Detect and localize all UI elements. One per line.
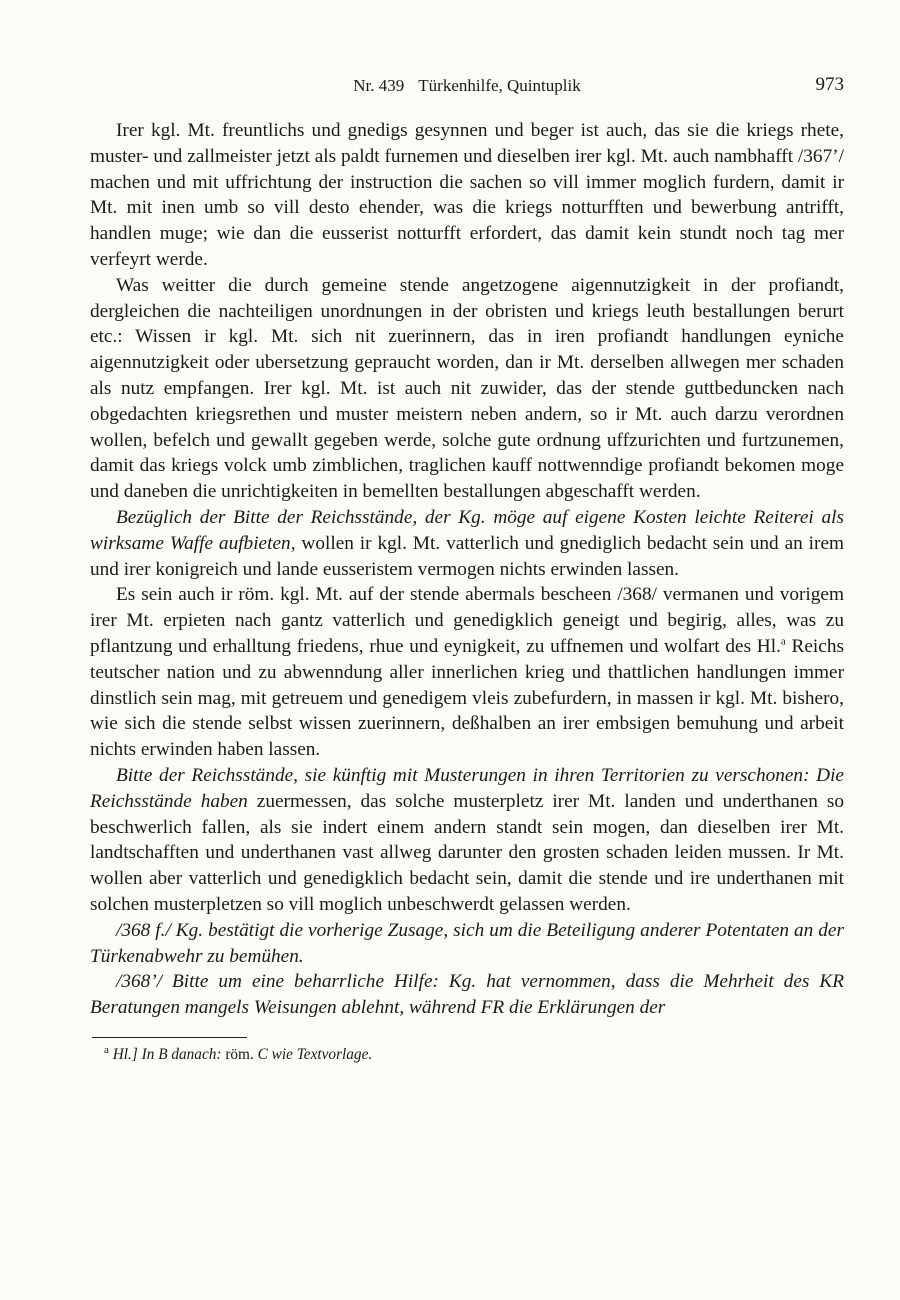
- document-number: Nr. 439: [353, 76, 405, 95]
- footnote-separator: [92, 1037, 247, 1038]
- text-segment: Was weitter die durch gemeine stende angetzogene aigennutzigkeit in der profiandt, dergleichen die nachteiligen unordnungen in der obristen und kriegs leuth bestallungen berurt etc.: Wissen ir kgl. Mt. sich nit zuerinnern, das in iren profiandt handlungen eyniche aigennutzigkeit oder ubersetzung gepraucht worden, dan ir Mt. derselben allwegen mer schaden als nutz empfangen. Irer kgl. Mt. ist auch nit zuwider, das der stende guttbeduncken nach obgedachten kriegsrethen und muster meistern neben andern, so ir Mt. auch darzu verordnen wollen, befelch und gewallt gegeben werde, solche gute ordnung uffzurichten und furtzunemen, damit das kriegs volck umb zimblichen, traglichen kauff nottwenndige profiandt bekomen moge und daneben die unrichtigkeiten in bemellten bestallungen abgeschafft werden.: [90, 274, 844, 503]
- footnote-segment: In B danach:: [141, 1045, 226, 1063]
- paragraph: [90, 273, 844, 505]
- paragraph: [90, 918, 844, 970]
- text-segment: , wollen ir kgl. Mt. vatterlich und gnediglich bedacht sein und an irem und irer konigreich und lande eusseristem vermogen nichts erwinden lassen.: [90, 532, 845, 580]
- footnote-block: [90, 1037, 844, 1065]
- text-segment: Irer kgl. Mt. freuntlichs und gnedigs gesynnen und beger ist auch, das sie die kriegs rhete, muster- und zallmeister jetzt als paldt furnemen und dieselben irer kgl. Mt. auch nambhafft /367’/ machen und mit uffrichtung der instruction die sachen so vill immer moglich furdern, damit ir Mt. mit inen umb so vill desto ehender, was die kriegs notturfften und bewerbung antrifft, handlen muge; wie dan die eusserist notturfft erfordert, das damit kein stundt noch tag mer verfeyrt werde.: [90, 120, 844, 270]
- footnote-marker: a: [104, 1043, 109, 1056]
- text-segment: /368’/ Bitte um eine beharrliche Hilfe: Kg. hat vernommen, dass die Mehrheit des KR Beratungen mangels Weisungen ablehnt, während FR die Erklärungen der: [90, 971, 844, 1019]
- paragraph: [90, 505, 844, 582]
- paragraph: [90, 118, 844, 273]
- running-head: [90, 76, 844, 102]
- footnote-text: [104, 1045, 844, 1065]
- page-number: 973: [815, 74, 844, 95]
- text-segment: Reichs teutscher nation und zu abwenndung aller innerlichen krieg und thattlichen handlungen immer dinstlich sein mag, mit getreuem und genedigem vleis zubefurdern, in massen ir kgl. Mt. bishero, wie sich die stende selbst wissen zuerinnern, deßhalben an irer embsigen bemuhung und arbeit nichts erwinden haben lassen.: [90, 635, 844, 761]
- running-head-center: [90, 76, 844, 96]
- footnote-reference: a: [780, 635, 786, 648]
- text-segment: /368 f./ Kg. bestätigt die vorherige Zusage, sich um die Beteiligung anderer Potentaten an der Türkenabwehr zu bemühen.: [90, 919, 844, 967]
- text-segment: Es sein auch ir röm. kgl. Mt. auf der stende abermals bescheen /368/ vermanen und vorigem irer Mt. erpieten nach gantz vatterlich und genedigklich geneigt und begirig, alles, was zu pflantzung und erhalltung friedens, rhue und eynigkeit, zu uffnemen und wolfart des Hl.: [90, 584, 844, 657]
- running-head-title: Türkenhilfe, Quintuplik: [418, 76, 581, 95]
- footnote-segment: C wie Textvorlage.: [257, 1045, 373, 1063]
- paragraph: [90, 969, 844, 1021]
- paragraph: [90, 582, 844, 763]
- footnote-segment: röm.: [225, 1045, 258, 1063]
- footnote-segment: Hl.]: [112, 1045, 142, 1063]
- text-segment: Bezüglich der Bitte der Reichsstände, der Kg. möge auf eigene Kosten leichte Reiterei als wirksame Waffe aufbieten: [90, 506, 844, 554]
- text-segment: zuermessen, das solche musterpletz irer Mt. landen und underthanen so beschwerlich fallen, als sie indert einem andern standt sein mogen, dan dieselben irer Mt. landtschafften und underthanen vast allweg darunter den grosten schaden leiden mussen. Ir Mt. wollen aber vatterlich und genedigklich bedacht sein, damit die stende und ire underthanen mit solchen musterpletzen so vill moglich unbeschwerdt gelassen werden.: [90, 790, 844, 915]
- text-segment: Bitte der Reichsstände, sie künftig mit Musterungen in ihren Territorien zu verschonen: Die Reichsstände haben: [90, 764, 844, 812]
- paragraph: [90, 763, 844, 918]
- body-text: [90, 118, 844, 1021]
